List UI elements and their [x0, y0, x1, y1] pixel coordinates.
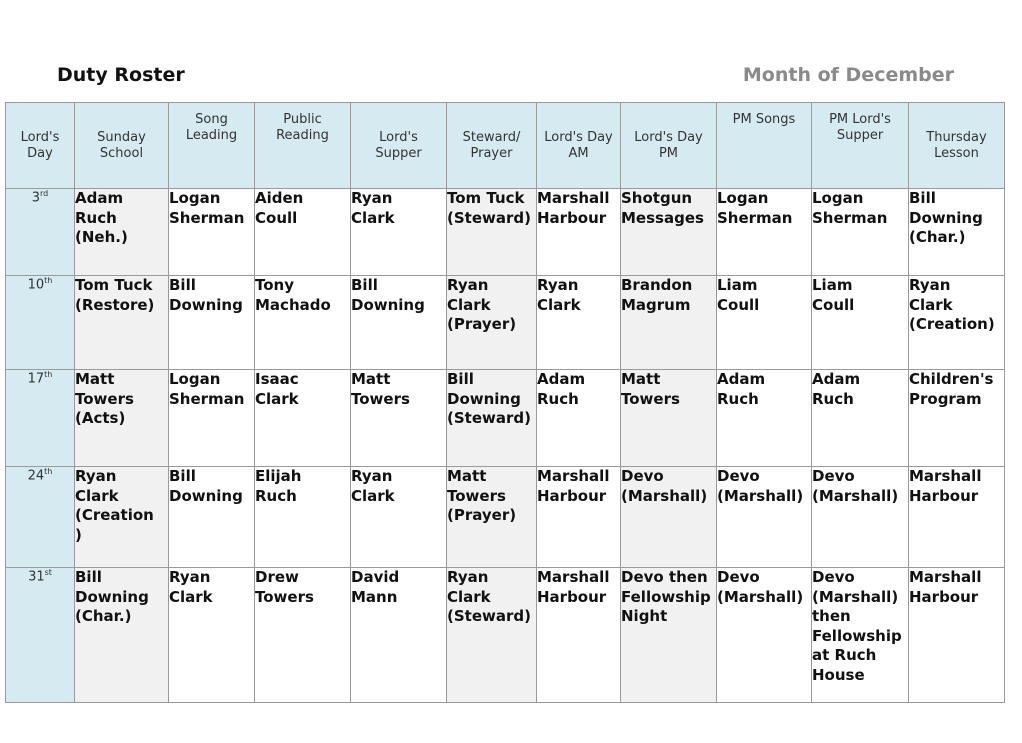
table-row [6, 276, 1005, 370]
header-lords-day: Lord's Day [6, 103, 75, 189]
table-cell: Logan Sherman [812, 189, 909, 276]
table-cell: Ryan Clark (Creation) [909, 276, 1005, 370]
table-cell: Devo (Marshall) [717, 467, 812, 568]
table-cell: David Mann [351, 568, 447, 703]
table-cell: Children's Program [909, 370, 1005, 467]
table-cell: Bill Downing [169, 276, 255, 370]
day-cell: 24th [6, 467, 75, 568]
table-cell: Bill Downing (Char.) [75, 568, 169, 703]
table-cell: Devo (Marshall) [621, 467, 717, 568]
table-cell: Marshall Harbour [537, 467, 621, 568]
month-label: Month of December [742, 64, 954, 86]
table-cell: Ryan Clark [537, 276, 621, 370]
table-cell: Ryan Clark [351, 189, 447, 276]
header-thursday-lesson: Thursday Lesson [909, 103, 1005, 189]
table-cell: Adam Ruch [812, 370, 909, 467]
table-cell: Shotgun Messages [621, 189, 717, 276]
table-cell: Tom Tuck (Steward) [447, 189, 537, 276]
day-cell: 17th [6, 370, 75, 467]
header-steward-prayer: Steward/ Prayer [447, 103, 537, 189]
table-cell: Isaac Clark [255, 370, 351, 467]
table-cell: Matt Towers (Prayer) [447, 467, 537, 568]
header-lords-supper: Lord's Supper [351, 103, 447, 189]
table-cell: Liam Coull [812, 276, 909, 370]
header-lords-day-am: Lord's Day AM [537, 103, 621, 189]
table-cell: Matt Towers [621, 370, 717, 467]
duty-roster-table [5, 102, 1005, 703]
table-cell: Drew Towers [255, 568, 351, 703]
table-cell: Tony Machado [255, 276, 351, 370]
table-cell: Marshall Harbour [537, 189, 621, 276]
table-cell: Bill Downing (Char.) [909, 189, 1005, 276]
header-public-reading: Public Reading [255, 103, 351, 189]
table-cell: Matt Towers [351, 370, 447, 467]
table-cell: Devo (Marshall) [812, 467, 909, 568]
table-cell: Ryan Clark [351, 467, 447, 568]
table-cell: Devo (Marshall) then Fellowship at Ruch House [812, 568, 909, 703]
page-title: Duty Roster [57, 64, 185, 86]
table-cell: Logan Sherman [169, 189, 255, 276]
table-cell: Brandon Magrum [621, 276, 717, 370]
table-cell: Ryan Clark [169, 568, 255, 703]
table-cell: Marshall Harbour [537, 568, 621, 703]
header-pm-lords-supper: PM Lord's Supper [812, 103, 909, 189]
day-cell: 31st [6, 568, 75, 703]
table-cell: Marshall Harbour [909, 467, 1005, 568]
table-row [6, 370, 1005, 467]
table-cell: Bill Downing [351, 276, 447, 370]
table-cell: Adam Ruch [717, 370, 812, 467]
table-cell: Bill Downing (Steward) [447, 370, 537, 467]
table-cell: Ryan Clark (Creation ) [75, 467, 169, 568]
header-lords-day-pm: Lord's Day PM [621, 103, 717, 189]
header-row [6, 103, 1005, 189]
table-cell: Devo (Marshall) [717, 568, 812, 703]
table-cell: Devo then Fellowship Night [621, 568, 717, 703]
table-cell: Adam Ruch (Neh.) [75, 189, 169, 276]
table-cell: Bill Downing [169, 467, 255, 568]
table-cell: Adam Ruch [537, 370, 621, 467]
table-cell: Marshall Harbour [909, 568, 1005, 703]
header-pm-songs: PM Songs [717, 103, 812, 189]
table-row [6, 189, 1005, 276]
day-cell: 3rd [6, 189, 75, 276]
table-row [6, 467, 1005, 568]
table-cell: Liam Coull [717, 276, 812, 370]
table-cell: Elijah Ruch [255, 467, 351, 568]
table-cell: Aiden Coull [255, 189, 351, 276]
header-sunday-school: Sunday School [75, 103, 169, 189]
table-row [6, 568, 1005, 703]
table-cell: Matt Towers (Acts) [75, 370, 169, 467]
table-cell: Tom Tuck (Restore) [75, 276, 169, 370]
day-cell: 10th [6, 276, 75, 370]
table-cell: Ryan Clark (Steward) [447, 568, 537, 703]
table-cell: Logan Sherman [717, 189, 812, 276]
header-song-leading: Song Leading [169, 103, 255, 189]
table-cell: Logan Sherman [169, 370, 255, 467]
table-cell: Ryan Clark (Prayer) [447, 276, 537, 370]
